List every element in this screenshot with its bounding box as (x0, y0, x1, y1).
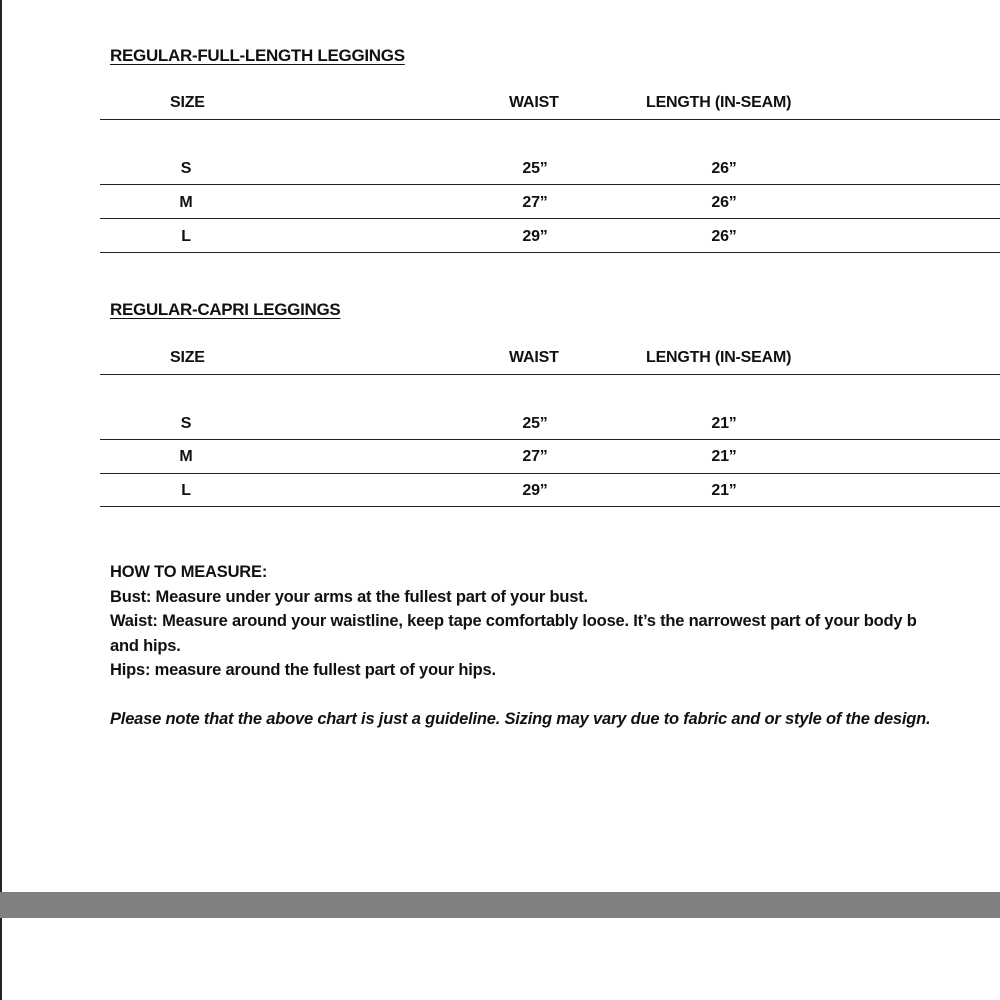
length-cell: 26” (711, 160, 737, 177)
size-header: SIZE (170, 94, 205, 111)
size-cell: S (180, 160, 192, 177)
waist-cell: 29” (522, 228, 548, 245)
size-cell: L (181, 482, 191, 499)
length-cell: 21” (711, 415, 737, 432)
length-header: LENGTH (IN-SEAM) (646, 94, 792, 111)
waist-cell: 25” (522, 415, 548, 432)
length-cell: 21” (711, 482, 737, 499)
how-to-measure-section (110, 560, 1000, 732)
page-left-border (0, 0, 2, 1000)
size-cell: M (179, 448, 193, 465)
row-divider (100, 218, 1000, 219)
length-header: LENGTH (IN-SEAM) (646, 349, 792, 366)
row-divider (100, 473, 1000, 474)
header-divider (100, 119, 1000, 120)
waist-cell: 27” (522, 448, 548, 465)
full-length-title: REGULAR-FULL-LENGTH LEGGINGS (110, 46, 405, 65)
size-cell: L (181, 228, 191, 245)
length-cell: 26” (711, 194, 737, 211)
waist-instruction-line2: and hips. (110, 636, 181, 655)
waist-header: WAIST (509, 349, 559, 366)
row-divider (100, 184, 1000, 185)
how-to-measure-heading: HOW TO MEASURE: (110, 563, 268, 581)
waist-cell: 25” (522, 160, 548, 177)
size-cell: S (180, 415, 192, 432)
hips-instruction: Hips: measure around the fullest part of your hips. (110, 661, 496, 679)
waist-header: WAIST (509, 94, 559, 111)
sizing-disclaimer: Please note that the above chart is just a guideline. Sizing may vary due to fabric and or style of the design. (110, 710, 931, 728)
size-header: SIZE (170, 349, 205, 366)
waist-instruction-line1: Waist: Measure around your waistline, keep tape comfortably loose. It’s the narrowest part of your body b (110, 612, 917, 630)
bust-instruction: Bust: Measure under your arms at the fullest part of your bust. (110, 587, 588, 606)
row-divider (100, 252, 1000, 253)
capri-title: REGULAR-CAPRI LEGGINGS (110, 300, 341, 319)
header-divider (100, 374, 1000, 375)
waist-cell: 29” (522, 482, 548, 499)
length-cell: 21” (711, 448, 737, 465)
length-cell: 26” (711, 228, 737, 245)
waist-cell: 27” (522, 194, 548, 211)
size-cell: M (179, 194, 193, 211)
row-divider (100, 439, 1000, 440)
row-divider (100, 506, 1000, 507)
bottom-grey-band (0, 892, 1000, 918)
